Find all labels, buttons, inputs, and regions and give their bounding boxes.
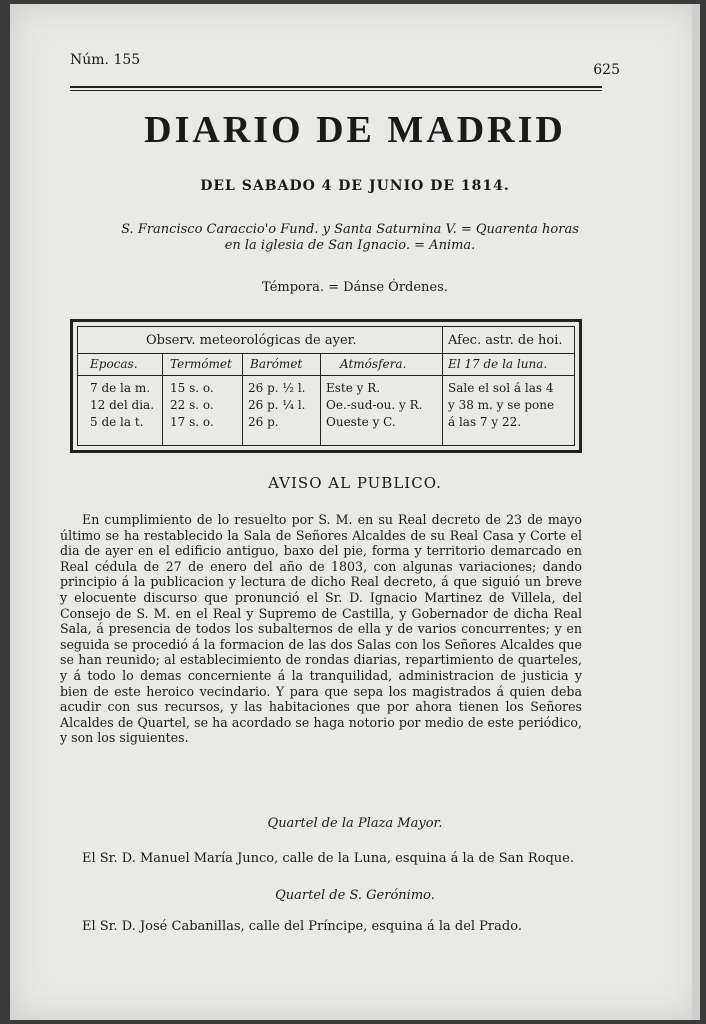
row2-atmos: Oe.-sud-ou. y R. xyxy=(326,398,423,412)
weather-heading: Observ. meteorológicas de ayer. xyxy=(146,333,357,348)
row2-epoca: 12 del dia. xyxy=(90,398,155,412)
row3-termo: 17 s. o. xyxy=(170,415,214,429)
table-rule-2 xyxy=(78,375,574,376)
row1-epoca: 7 de la m. xyxy=(90,381,151,395)
row1-baro: 26 p. ½ l. xyxy=(248,381,306,395)
page-edge xyxy=(692,4,700,1020)
astro-heading: Afec. astr. de hoi. xyxy=(448,333,563,348)
row2-baro: 26 p. ¼ l. xyxy=(248,398,306,412)
astro-line-2: y 38 m. y se pone xyxy=(448,398,555,412)
col-divider-1 xyxy=(162,353,163,445)
table-rule-1 xyxy=(78,353,574,354)
page-number: 625 xyxy=(593,62,620,78)
quartel-entry-1: El Sr. D. Manuel María Junco, calle de la Luna, esquina á la de San Roque. xyxy=(82,851,574,866)
saints-line-1: S. Francisco Caraccio'o Fund. y Santa Saturnina V. = Quarenta horas xyxy=(121,222,579,237)
col-divider-4 xyxy=(442,327,443,445)
tempora-line: Témpora. = Dánse Órdenes. xyxy=(262,280,448,295)
row3-atmos: Oueste y C. xyxy=(326,415,396,429)
row3-baro: 26 p. xyxy=(248,415,279,429)
astro-line-1: Sale el sol á las 4 xyxy=(448,381,554,395)
weather-table xyxy=(70,319,582,453)
issue-number: Núm. 155 xyxy=(70,52,141,68)
masthead-title: DIARIO DE MADRID xyxy=(144,109,566,151)
col-epocas: Epocas. xyxy=(90,357,138,371)
col-termometro: Termómet xyxy=(170,357,232,371)
notice-heading: AVISO AL PUBLICO. xyxy=(268,474,442,492)
col-luna: El 17 de la luna. xyxy=(448,357,548,371)
quartel-heading-2: Quartel de S. Gerónimo. xyxy=(275,888,435,903)
notice-paragraph: En cumplimiento de lo resuelto por S. M. en su Real decreto de 23 de mayo último se ha restablecido la Sala de Señores Alcaldes de su Real Casa y Corte el dia de ayer en el edificio antiguo, baxo del pie, forma y territorio demarcado en Real cédula de 27 de enero del año de 1803, con algunas variaciones; dando principio á la publicacion y lectura de dicho Real decreto, á que siguió un breve y elocuente discurso que pronunció el Sr. D. Ignacio Martinez de Villela, del Consejo de S. M. en el Real y Supremo de Castilla, y Gobernador de dicha Real Sala, á presencia de todos los subalternos de ella y de varios concurrentes; y en seguida se procedió á la formacion de las dos Salas con los Señores Alcaldes que se han reunido; al establecimiento de rondas diarias, repartimiento de quarteles, y á todo lo demas concerniente á la tranquilidad, administracion de justicia y bien de este heroico vecindario. Y para que sepa los magistrados á quien deba acudir con sus recursos, y las habitaciones que por ahora tienen los Señores Alcaldes de Quartel, se ha acordado se haga notorio por medio de este periódico, y son los siguientes. xyxy=(60,512,582,746)
astro-line-3: á las 7 y 22. xyxy=(448,415,522,429)
col-divider-3 xyxy=(320,353,321,445)
row3-epoca: 5 de la t. xyxy=(90,415,144,429)
saints-of-day xyxy=(100,222,600,254)
col-atmosfera: Atmósfera. xyxy=(340,357,407,371)
header-rule-top xyxy=(70,86,602,88)
row1-termo: 15 s. o. xyxy=(170,381,214,395)
newspaper-page xyxy=(10,4,700,1020)
quartel-heading-1: Quartel de la Plaza Mayor. xyxy=(267,816,443,831)
issue-date: DEL SABADO 4 DE JUNIO DE 1814. xyxy=(200,178,510,194)
row1-atmos: Este y R. xyxy=(326,381,381,395)
row2-termo: 22 s. o. xyxy=(170,398,214,412)
weather-table-inner xyxy=(77,326,575,446)
header-rule-bottom xyxy=(70,90,602,91)
saints-line-2: en la iglesia de San Ignacio. = Anima. xyxy=(224,238,476,253)
notice-body xyxy=(60,512,582,746)
quartel-entry-2: El Sr. D. José Cabanillas, calle del Príncipe, esquina á la del Prado. xyxy=(82,919,522,934)
col-divider-2 xyxy=(242,353,243,445)
col-barometro: Barómet xyxy=(250,357,303,371)
